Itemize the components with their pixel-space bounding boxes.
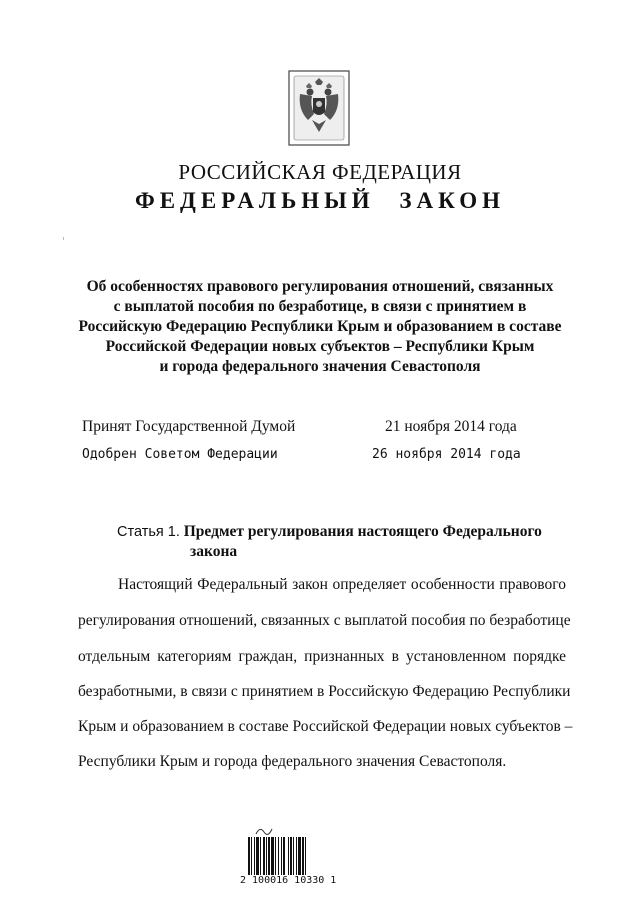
paragraph-line: безработными, в связи с принятием в Российскую Федерацию Республики	[78, 683, 571, 700]
article-number: Статья 1.	[117, 524, 180, 540]
coat-of-arms-emblem	[288, 70, 350, 146]
law-title	[60, 277, 580, 377]
law-title-line: Об особенностях правового регулирования отношений, связанных	[86, 278, 554, 295]
scan-artifact	[63, 237, 64, 240]
article-heading	[117, 522, 577, 562]
paragraph-line: Республики Крым и города федерального значения Севастополя.	[78, 753, 507, 770]
paragraph-line: Крым и образованием в составе Российской Федерации новых субъектов –	[78, 718, 573, 735]
barcode-bars	[248, 837, 324, 875]
country-heading: РОССИЙСКАЯ ФЕДЕРАЦИЯ	[178, 160, 462, 184]
handwritten-mark-icon	[254, 825, 274, 837]
law-title-line: Российской Федерации новых субъектов – Республики Крым	[105, 338, 535, 355]
law-title-line: с выплатой пособия по безработице, в связи с принятием в	[113, 298, 527, 315]
article-subject-continued: закона	[190, 543, 238, 560]
paragraph-line: отдельным категориям граждан, признанных в установленном порядке	[78, 648, 566, 665]
duma-label: Принят Государственной Думой	[82, 418, 296, 435]
paragraph-line: регулирования отношений, связанных с выплатой пособия по безработице	[78, 612, 571, 629]
article-subject: Предмет регулирования настоящего Федерального	[183, 523, 542, 540]
law-title-line: и города федерального значения Севастополя	[159, 358, 481, 375]
council-date: 26 ноября 2014 года	[372, 447, 521, 462]
document-type-heading: ФЕДЕРАЛЬНЫЙ ЗАКОН	[134, 188, 506, 213]
law-title-line: Российскую Федерацию Республики Крым и образованием в составе	[78, 318, 562, 335]
barcode-number: 2 100016 10330 1	[240, 875, 337, 886]
council-label: Одобрен Советом Федерации	[82, 447, 278, 462]
paragraph-line: Настоящий Федеральный закон определяет особенности правового	[118, 576, 566, 593]
document-barcode	[240, 825, 337, 890]
double-headed-eagle-icon	[288, 70, 350, 146]
duma-date: 21 ноября 2014 года	[385, 418, 517, 435]
